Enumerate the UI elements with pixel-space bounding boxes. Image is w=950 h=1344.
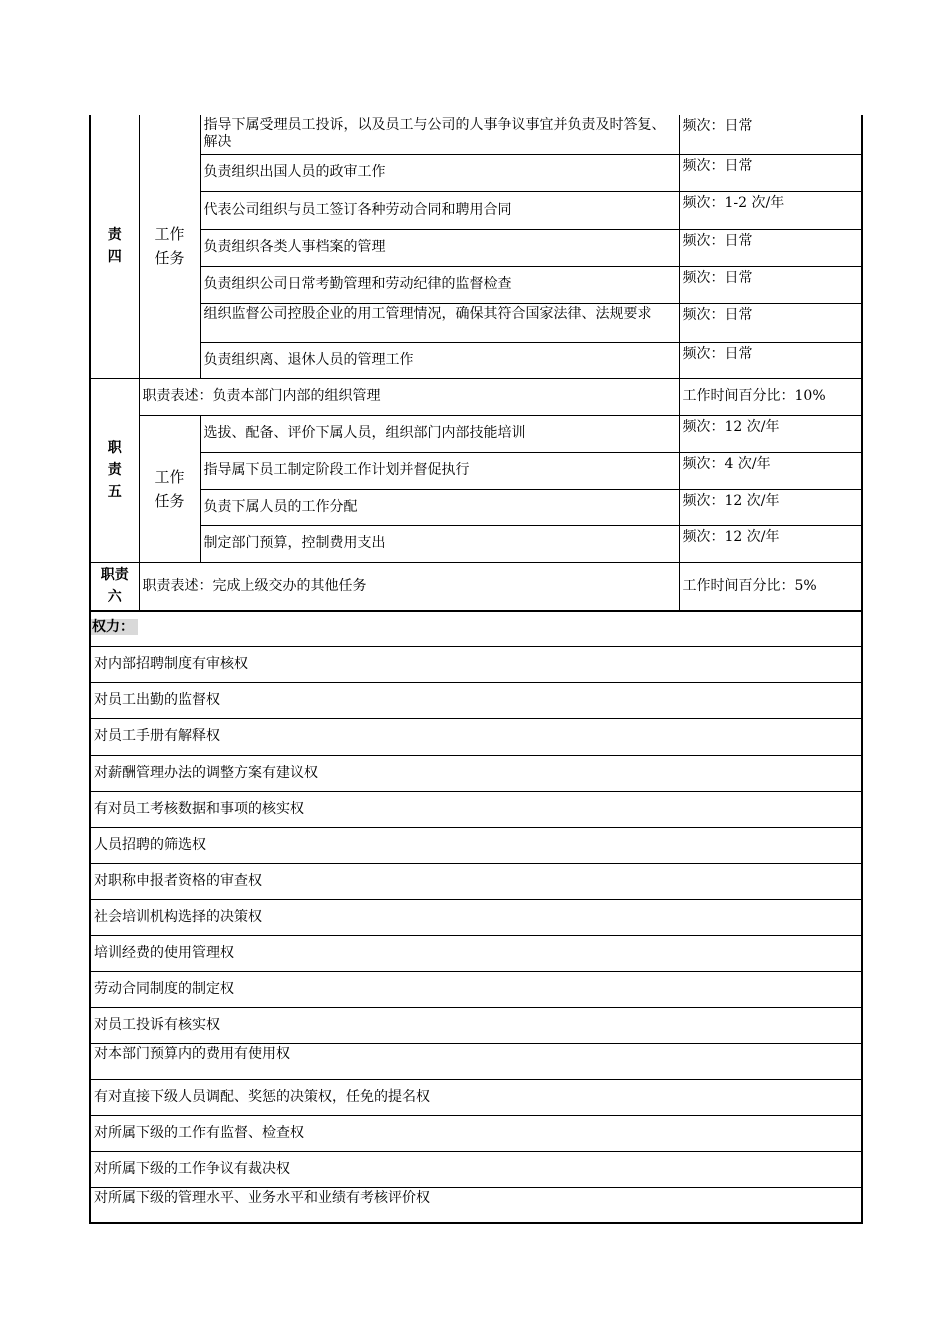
- duty5-sub-label: [139, 415, 200, 562]
- duty4-task-text: 指导下属受理员工投诉，以及员工与公司的人事争议事宜并负责及时答复、解决: [203, 117, 666, 150]
- duty5-task: [200, 452, 679, 489]
- power-item: [90, 971, 862, 1007]
- power-item: [90, 1187, 862, 1223]
- duty5-freq-text: 频次：4 次/年: [682, 455, 771, 472]
- duty4-freq-text: 频次：1-2 次/年: [682, 194, 785, 211]
- power-item: [90, 935, 862, 971]
- duty5-time-pct-text: 工作时间百分比：10%: [682, 388, 826, 404]
- power-item-text: 对内部招聘制度有审核权: [94, 655, 248, 672]
- power-item-text: 劳动合同制度的制定权: [94, 980, 234, 997]
- powers-heading-cell: [90, 610, 862, 646]
- duty5-freq: [679, 415, 862, 452]
- power-item: [90, 1007, 862, 1043]
- duty4-freq: [679, 342, 862, 378]
- power-item: [90, 1151, 862, 1187]
- duty4-freq: [679, 303, 862, 342]
- duty4-task: [200, 115, 679, 154]
- duty5-description: [139, 378, 679, 415]
- duty5-task-text: 选拔、配备、评价下属人员，组织部门内部技能培训: [203, 425, 526, 441]
- duty5-label: [90, 378, 139, 562]
- duty6-time-pct: [679, 562, 862, 611]
- duty4-freq-text: 频次：日常: [682, 118, 753, 134]
- duty4-task: [200, 191, 679, 229]
- duty4-freq-text: 频次：日常: [682, 345, 753, 362]
- duty4-freq: [679, 154, 862, 191]
- duty4-task: [200, 229, 679, 266]
- duty4-task-text: 负责组织出国人员的政审工作: [203, 164, 386, 180]
- duty4-task-text: 代表公司组织与员工签订各种劳动合同和聘用合同: [203, 201, 512, 218]
- duty4-task: [200, 154, 679, 191]
- duty5-label-text: 职 责 五: [107, 440, 122, 500]
- duty4-label-text: 责 四: [107, 227, 122, 266]
- duty4-freq-text: 频次：日常: [682, 232, 753, 249]
- power-item: [90, 1079, 862, 1115]
- power-item-text: 对薪酬管理办法的调整方案有建议权: [94, 764, 318, 781]
- duty4-freq-text: 频次：日常: [682, 157, 753, 174]
- duty4-task-text: 负责组织离、退休人员的管理工作: [203, 351, 414, 368]
- duty5-task: [200, 415, 679, 452]
- power-item: [90, 682, 862, 718]
- duty4-label: [90, 115, 139, 378]
- duty6-label: [90, 562, 139, 611]
- power-item: [90, 899, 862, 935]
- duty5-description-text: 职责表述：负责本部门内部的组织管理: [142, 388, 381, 404]
- duty4-task: [200, 266, 679, 303]
- power-item-text: 有对直接下级人员调配、奖惩的决策权，任免的提名权: [94, 1088, 430, 1105]
- power-item-text: 对所属下级的管理水平、业务水平和业绩有考核评价权: [94, 1189, 430, 1206]
- duty4-freq: [679, 191, 862, 229]
- power-item-text: 对员工投诉有核实权: [94, 1016, 220, 1033]
- duty4-sub-label: [139, 115, 200, 378]
- power-item-text: 有对员工考核数据和事项的核实权: [94, 800, 304, 817]
- duty4-freq-text: 频次：日常: [682, 306, 753, 323]
- duty5-freq: [679, 489, 862, 525]
- power-item-text: 对所属下级的工作争议有裁决权: [94, 1160, 290, 1177]
- power-item-text: 对员工出勤的监督权: [94, 691, 220, 708]
- duty4-sub-label-text: 工作 任务: [154, 225, 185, 268]
- power-item-text: 对职称申报者资格的审查权: [94, 872, 262, 889]
- power-item: [90, 646, 862, 682]
- power-item-text: 社会培训机构选择的决策权: [94, 908, 262, 925]
- duty5-freq: [679, 452, 862, 489]
- duty6-label-text: 职责 六: [100, 567, 129, 606]
- power-item-text: 人员招聘的筛选权: [94, 836, 206, 853]
- duty5-task: [200, 489, 679, 525]
- duty4-freq: [679, 229, 862, 266]
- power-item-text: 对所属下级的工作有监督、检查权: [94, 1124, 304, 1141]
- duty5-task-text: 负责下属人员的工作分配: [203, 498, 358, 515]
- power-item: [90, 755, 862, 791]
- duty4-task-text: 负责组织各类人事档案的管理: [203, 239, 386, 255]
- duty5-sub-label-text: 工作 任务: [154, 467, 185, 510]
- power-item-text: 对本部门预算内的费用有使用权: [94, 1045, 290, 1062]
- duty4-task-text: 组织监督公司控股企业的用工管理情况，确保其符合国家法律、法规要求: [203, 305, 652, 322]
- duty4-freq-text: 频次：日常: [682, 269, 753, 286]
- duty4-freq: [679, 266, 862, 303]
- duty5-task-text: 制定部门预算，控制费用支出: [203, 535, 386, 551]
- duty4-task: [200, 303, 679, 342]
- power-item: [90, 718, 862, 755]
- duty4-task-text: 负责组织公司日常考勤管理和劳动纪律的监督检查: [203, 276, 512, 292]
- power-item-text: 培训经费的使用管理权: [94, 944, 234, 961]
- power-item: [90, 1043, 862, 1079]
- powers-table: [89, 610, 863, 1224]
- duty6-description: [139, 562, 679, 611]
- duty5-freq-text: 频次：12 次/年: [682, 528, 780, 545]
- duty4-freq: [679, 115, 862, 154]
- power-item: [90, 863, 862, 899]
- duty5-freq-text: 频次：12 次/年: [682, 418, 780, 435]
- duty5-task-text: 指导属下员工制定阶段工作计划并督促执行: [203, 462, 470, 478]
- powers-heading: 权力：: [91, 619, 138, 635]
- duty6-time-pct-text: 工作时间百分比：5%: [682, 577, 817, 594]
- duty6-description-text: 职责表述：完成上级交办的其他任务: [142, 577, 367, 594]
- duty5-task: [200, 525, 679, 562]
- power-item-text: 对员工手册有解释权: [94, 728, 220, 744]
- duty5-time-pct: [679, 378, 862, 415]
- duty5-freq-text: 频次：12 次/年: [682, 492, 780, 509]
- power-item: [90, 791, 862, 827]
- duty-table: [89, 115, 863, 612]
- power-item: [90, 827, 862, 863]
- power-item: [90, 1115, 862, 1151]
- duty4-task: [200, 342, 679, 378]
- duty5-freq: [679, 525, 862, 562]
